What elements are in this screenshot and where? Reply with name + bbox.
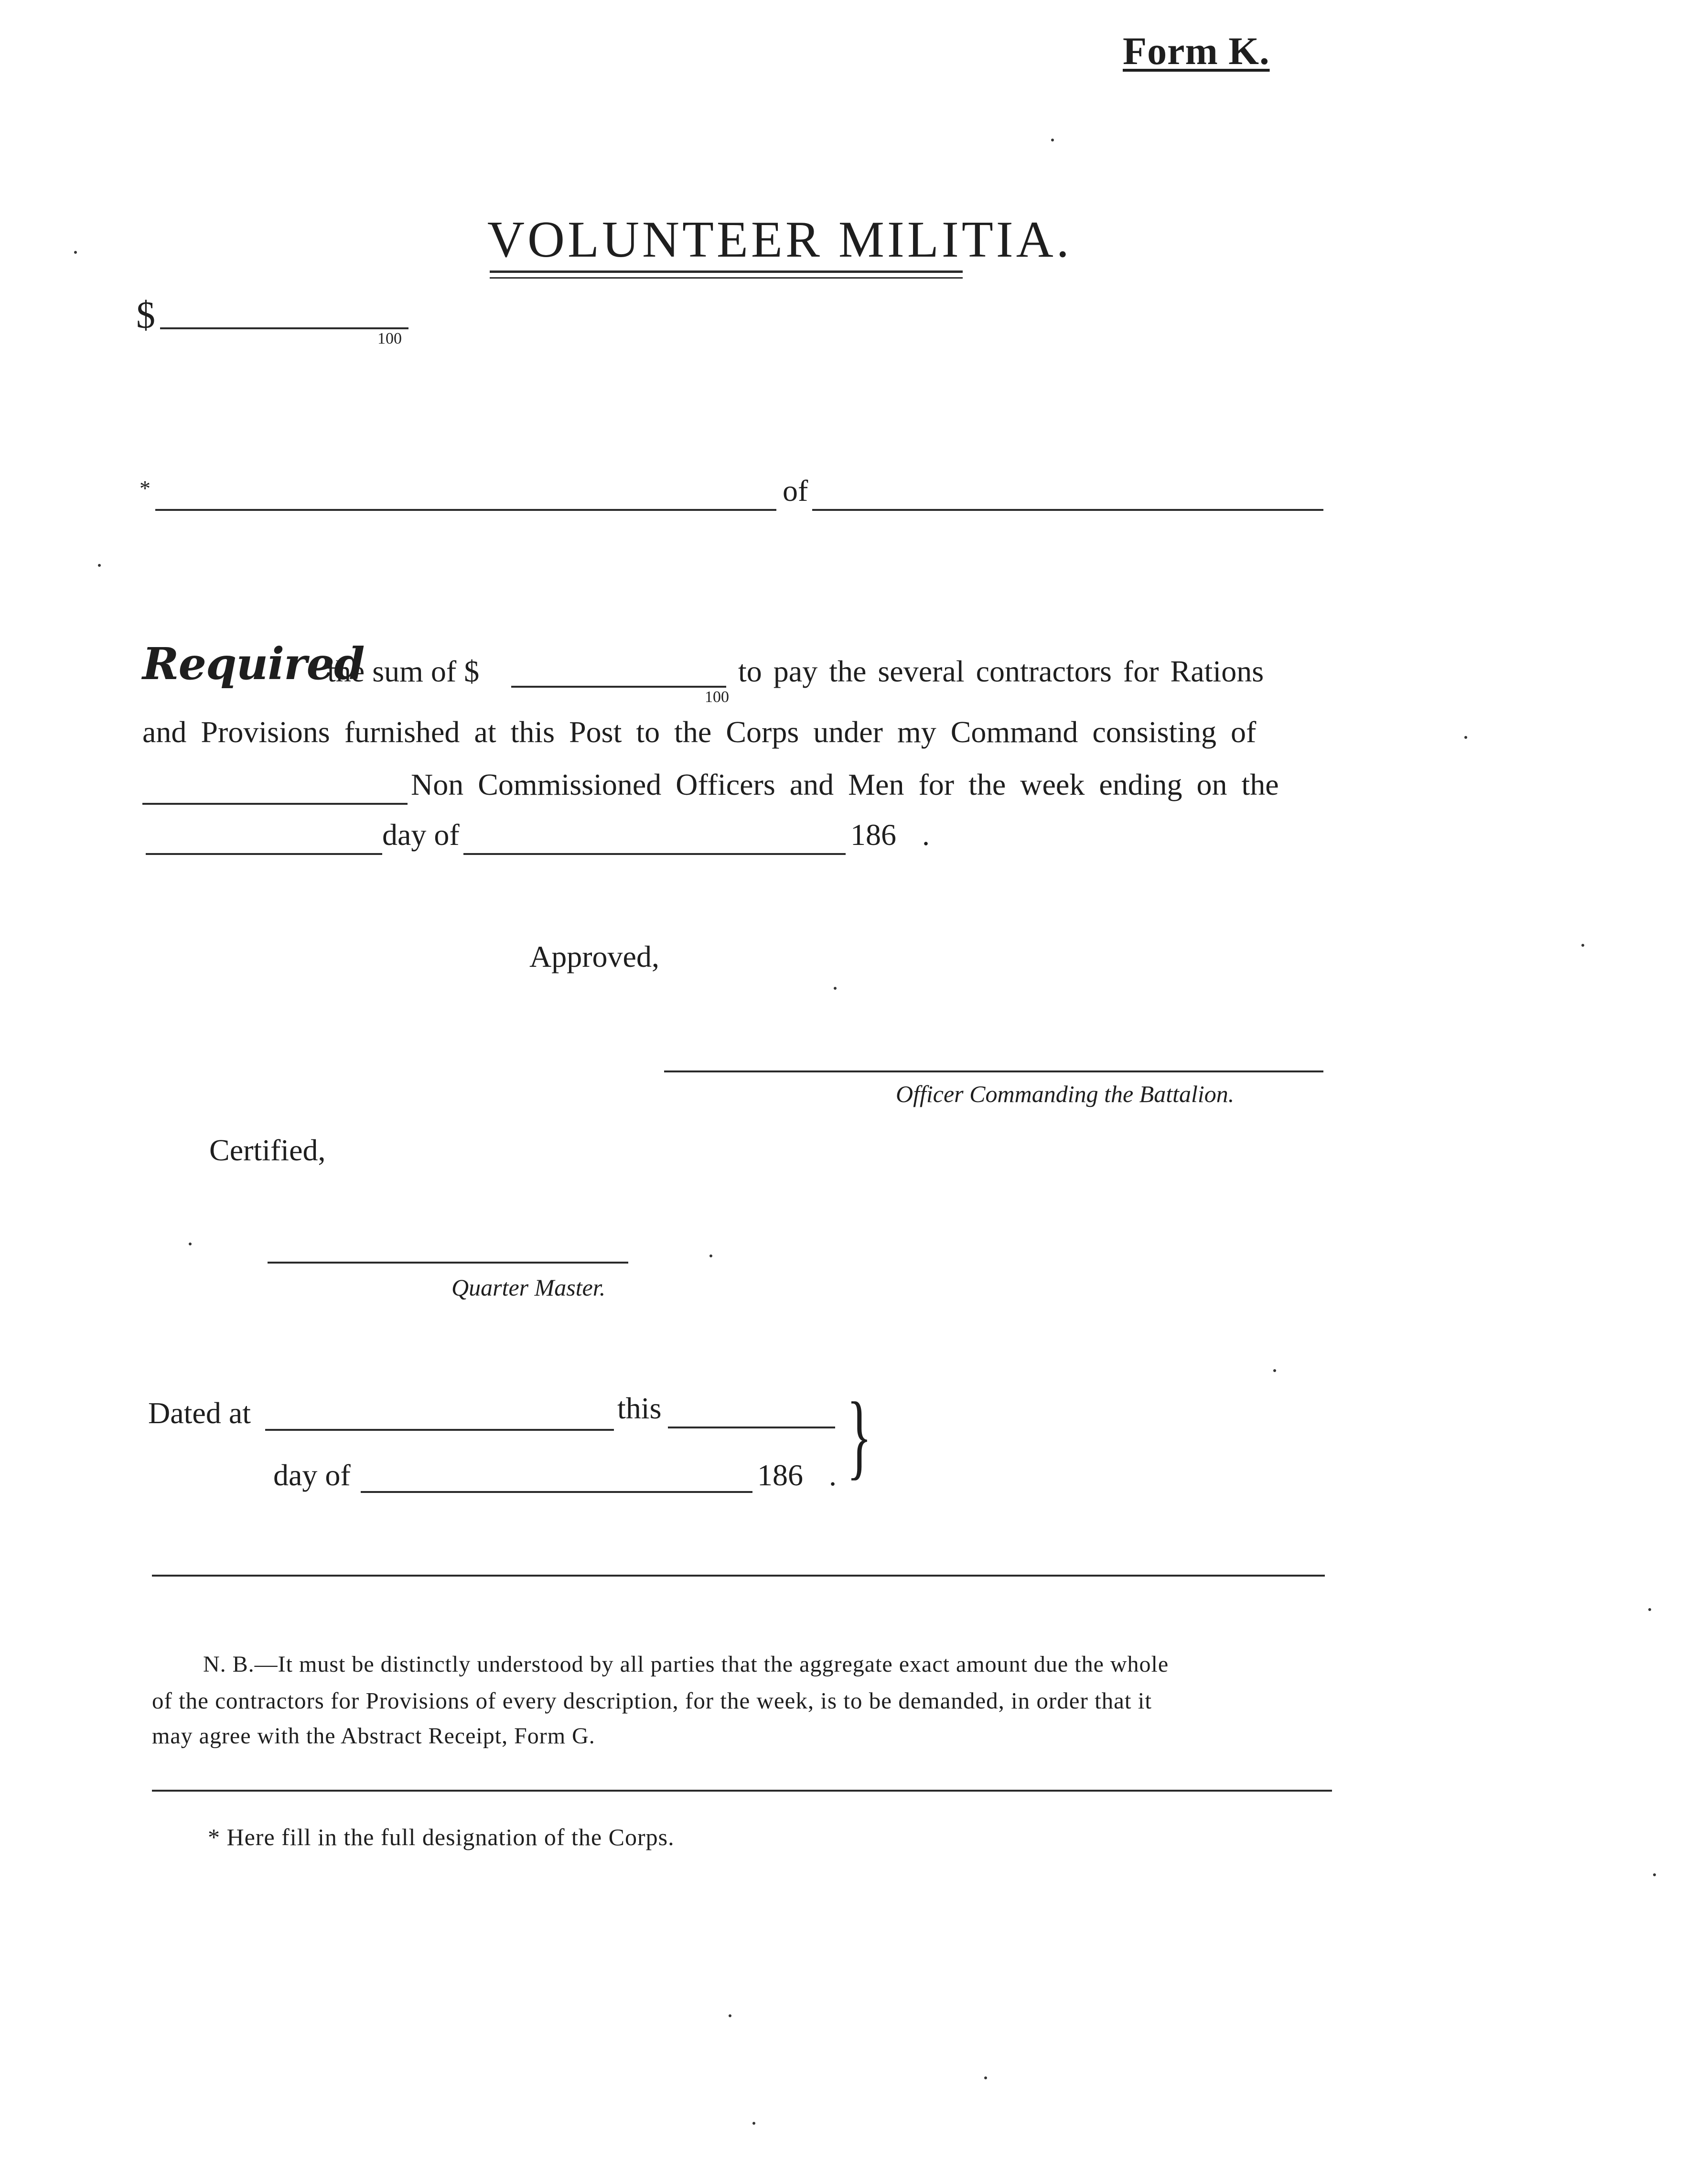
commanding-officer-signature-line[interactable] xyxy=(664,1070,1323,1072)
footnote-marker: * xyxy=(140,476,150,500)
section-divider xyxy=(152,1575,1325,1577)
speck xyxy=(1051,139,1054,141)
speck xyxy=(189,1243,192,1245)
speck xyxy=(709,1254,712,1257)
quarter-master-caption: Quarter Master. xyxy=(451,1274,606,1301)
dated-year-period: . xyxy=(829,1458,837,1492)
dated-day-of-label: day of xyxy=(273,1458,351,1492)
approved-label: Approved, xyxy=(529,940,659,973)
week-ending-day-field[interactable] xyxy=(146,853,382,855)
speck xyxy=(834,987,837,990)
dated-year-label: 186 xyxy=(757,1458,803,1492)
speck xyxy=(984,2076,987,2079)
speck xyxy=(1273,1369,1276,1372)
of-label: of xyxy=(783,474,808,508)
speck xyxy=(752,2122,755,2125)
requisition-line-1: to pay the several contractors for Rations xyxy=(738,654,1264,688)
year-period: . xyxy=(922,818,930,852)
title-rule-bottom xyxy=(490,277,963,279)
corps-designation-field[interactable] xyxy=(155,509,776,511)
day-of-label: day of xyxy=(382,818,460,852)
speck xyxy=(1648,1608,1651,1611)
footnote-divider xyxy=(152,1790,1332,1792)
certified-label: Certified, xyxy=(209,1133,326,1167)
requisition-line-3: Non Commissioned Officers and Men for the week ending on the xyxy=(411,768,1279,801)
amount-cents-label: 100 xyxy=(377,330,402,347)
sum-cents-label: 100 xyxy=(705,688,729,706)
amount-field[interactable] xyxy=(160,327,408,329)
note-line-3: may agree with the Abstract Receipt, Form G. xyxy=(152,1723,595,1749)
title-rule-top xyxy=(490,270,963,273)
station-field[interactable] xyxy=(812,509,1323,511)
dated-this-day-field[interactable] xyxy=(668,1427,835,1428)
required-word: Required xyxy=(142,638,365,690)
speck xyxy=(74,251,77,254)
speck xyxy=(1653,1873,1656,1876)
week-ending-month-field[interactable] xyxy=(463,853,846,855)
speck xyxy=(98,564,101,567)
dated-month-field[interactable] xyxy=(361,1491,752,1493)
number-of-men-field[interactable] xyxy=(142,803,408,805)
quarter-master-signature-line[interactable] xyxy=(268,1262,628,1264)
brace-icon: } xyxy=(847,1383,872,1489)
dated-at-place-field[interactable] xyxy=(265,1429,614,1431)
year-label: 186 xyxy=(850,818,896,852)
dated-at-label: Dated at xyxy=(148,1396,251,1430)
sum-prefix: the sum of $ xyxy=(327,654,480,688)
speck xyxy=(1581,944,1584,947)
footnote-text: * Here fill in the full designation of the Corps. xyxy=(208,1824,675,1850)
note-line-1: N. B.—It must be distinctly understood by all parties that the aggregate exact amount due the whole xyxy=(203,1652,1169,1677)
commanding-officer-caption: Officer Commanding the Battalion. xyxy=(896,1081,1235,1107)
page-title: VOLUNTEER MILITIA. xyxy=(487,211,1072,268)
note-line-2: of the contractors for Provisions of every description, for the week, is to be demanded, in order that it xyxy=(152,1687,1152,1714)
speck xyxy=(729,2014,731,2017)
this-label: this xyxy=(617,1391,662,1425)
sum-field[interactable] xyxy=(511,686,726,688)
dollar-sign: $ xyxy=(136,294,155,336)
form-label: Form K. xyxy=(1123,29,1270,73)
requisition-line-2: and Provisions furnished at this Post to the Corps under my Command consisting of xyxy=(142,715,1257,749)
speck xyxy=(1464,736,1467,739)
